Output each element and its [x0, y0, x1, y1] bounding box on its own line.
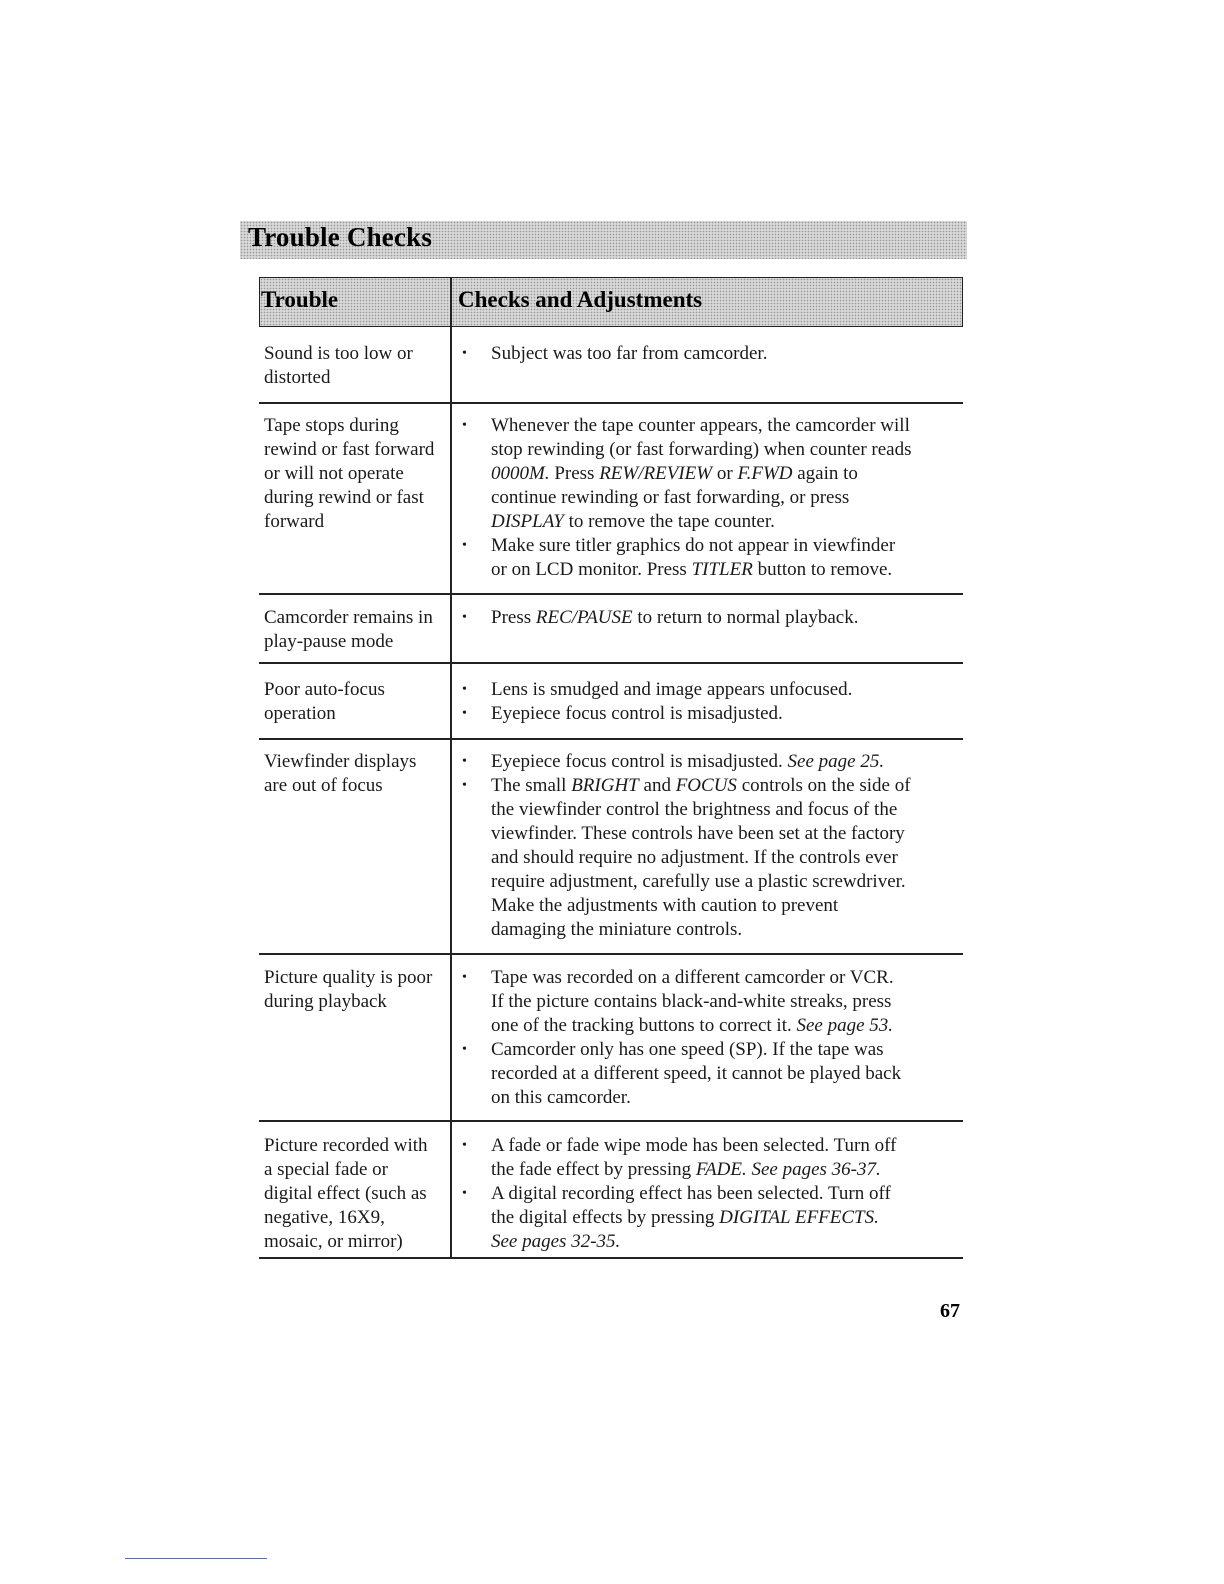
bullet-icon: •: [462, 778, 467, 793]
bullet-icon: •: [462, 610, 467, 625]
check-item: [462, 1134, 952, 1182]
table-row-trouble: Picture quality is poor during playback: [264, 967, 433, 1012]
check-line: continue rewinding or fast forwarding, or press: [491, 487, 850, 508]
section-title: Trouble Checks: [248, 222, 433, 252]
row-divider: [259, 738, 963, 740]
check-item: [462, 1182, 952, 1254]
column-header-trouble: Trouble: [261, 287, 339, 312]
check-line: one of the tracking buttons to correct it. See page 53.: [491, 1015, 894, 1036]
table-row-checks: [462, 678, 952, 726]
check-line: Eyepiece focus control is misadjusted.: [491, 703, 783, 724]
check-line: Press REC/PAUSE to return to normal playback.: [491, 607, 859, 628]
check-line: on this camcorder.: [491, 1087, 631, 1108]
row-divider: [259, 402, 963, 404]
table-row-trouble: Viewfinder displays are out of focus: [264, 751, 417, 796]
check-line: and should require no adjustment. If the controls ever: [491, 847, 898, 868]
bullet-icon: •: [462, 1042, 467, 1057]
check-line: the digital effects by pressing DIGITAL EFFECTS.: [491, 1207, 879, 1228]
page-number: 67: [940, 1300, 960, 1322]
table-row-checks: [462, 414, 952, 582]
table-row-trouble: Picture recorded with a special fade or digital effect (such as negative, 16X9, mosaic, or mirror): [264, 1135, 428, 1252]
table-header: [259, 277, 963, 327]
check-item: [462, 1038, 952, 1110]
row-divider: [259, 593, 963, 595]
check-line: A fade or fade wipe mode has been selected. Turn off: [491, 1135, 897, 1156]
bullet-icon: •: [462, 418, 467, 433]
check-item: [462, 414, 952, 534]
bullet-icon: •: [462, 706, 467, 721]
check-line: If the picture contains black-and-white streaks, press: [491, 991, 892, 1012]
check-line: Whenever the tape counter appears, the camcorder will: [491, 415, 910, 436]
table-row-checks: [462, 750, 952, 942]
check-line: the viewfinder control the brightness and focus of the: [491, 799, 898, 820]
check-line: See pages 32-35.: [491, 1231, 621, 1252]
check-line: The small BRIGHT and FOCUS controls on the side of: [491, 775, 911, 796]
column-header-checks: Checks and Adjustments: [458, 287, 703, 312]
check-line: DISPLAY to remove the tape counter.: [491, 511, 775, 532]
bullet-icon: •: [462, 346, 467, 361]
row-divider: [259, 1120, 963, 1122]
check-line: Make sure titler graphics do not appear in viewfinder: [491, 535, 896, 556]
check-item: [462, 774, 952, 942]
bullet-icon: •: [462, 1138, 467, 1153]
bullet-icon: •: [462, 682, 467, 697]
check-item: [462, 534, 952, 582]
bullet-icon: •: [462, 754, 467, 769]
check-line: damaging the miniature controls.: [491, 919, 743, 940]
table-row-checks: [462, 606, 952, 630]
check-line: the fade effect by pressing FADE. See pages 36-37.: [491, 1159, 881, 1180]
check-line: stop rewinding (or fast forwarding) when counter reads: [491, 439, 912, 460]
check-line: Subject was too far from camcorder.: [491, 343, 768, 364]
table-row-checks: [462, 1134, 952, 1254]
check-line: 0000M. Press REW/REVIEW or F.FWD again to: [491, 463, 858, 484]
check-item: [462, 750, 952, 774]
check-line: Make the adjustments with caution to prevent: [491, 895, 839, 916]
footer-rule: [125, 1558, 267, 1559]
check-item: [462, 342, 952, 366]
check-line: recorded at a different speed, it cannot be played back: [491, 1063, 902, 1084]
table-row-checks: [462, 966, 952, 1110]
check-line: require adjustment, carefully use a plastic screwdriver.: [491, 871, 906, 892]
header-column-divider: [450, 278, 452, 326]
table-column-divider: [450, 326, 452, 1258]
check-line: or on LCD monitor. Press TITLER button to remove.: [491, 559, 893, 580]
check-line: Camcorder only has one speed (SP). If the tape was: [491, 1039, 884, 1060]
row-divider: [259, 953, 963, 955]
check-line: A digital recording effect has been selected. Turn off: [491, 1183, 891, 1204]
check-item: [462, 966, 952, 1038]
row-divider: [259, 1257, 963, 1259]
check-item: [462, 606, 952, 630]
check-line: viewfinder. These controls have been set at the factory: [491, 823, 905, 844]
bullet-icon: •: [462, 538, 467, 553]
check-item: [462, 702, 952, 726]
table-row-trouble: Tape stops during rewind or fast forward or will not operate during rewind or fast forward: [264, 415, 435, 532]
check-item: [462, 678, 952, 702]
table-row-trouble: Sound is too low or distorted: [264, 343, 413, 388]
bullet-icon: •: [462, 1186, 467, 1201]
section-banner: [240, 221, 967, 259]
table-row-trouble: Camcorder remains in play-pause mode: [264, 607, 433, 652]
table-row-checks: [462, 342, 952, 366]
row-divider: [259, 662, 963, 664]
bullet-icon: •: [462, 970, 467, 985]
table-row-trouble: Poor auto-focus operation: [264, 679, 385, 724]
check-line: Eyepiece focus control is misadjusted. See page 25.: [491, 751, 885, 772]
check-line: Lens is smudged and image appears unfocused.: [491, 679, 853, 700]
check-line: Tape was recorded on a different camcorder or VCR.: [491, 967, 894, 988]
